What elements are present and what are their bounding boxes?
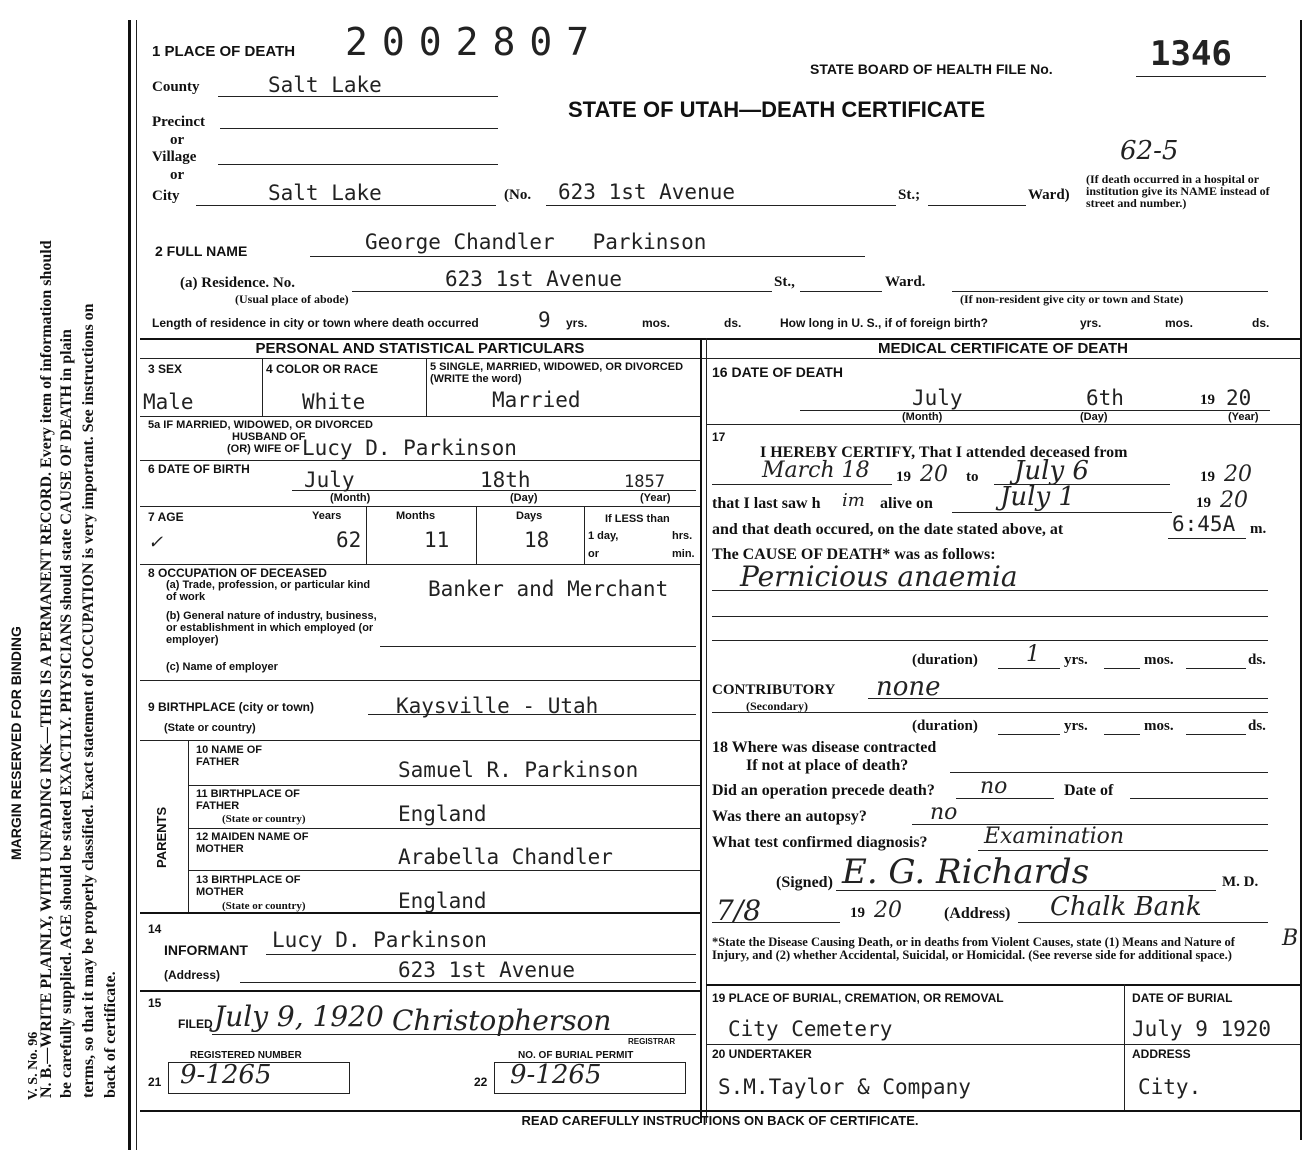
test-value: Examination: [984, 824, 1125, 849]
sex-value: Male: [143, 390, 194, 414]
autopsy-value: no: [930, 800, 958, 825]
dob-month-label: (Month): [330, 492, 371, 504]
duration2-ds-underline: [1186, 734, 1246, 735]
color-marital-divider: [426, 358, 427, 416]
contributory-underline-2: [712, 712, 1268, 713]
duration-label: (duration): [912, 652, 978, 668]
residence-st-label: St.,: [774, 274, 795, 290]
registered-number-prefix: 21: [148, 1075, 162, 1089]
contracted-underline: [950, 772, 1268, 773]
contracted-label: 18 Where was disease contracted: [712, 739, 937, 756]
attend-to-label: to: [966, 469, 979, 485]
burial-permit-value: 9-1265: [510, 1060, 602, 1090]
duration2-mos-label: mos.: [1144, 718, 1174, 734]
registrar-signature: Christopherson: [392, 1004, 612, 1037]
precinct-label: Precinct: [152, 114, 206, 130]
hrs-label: hrs.: [672, 530, 693, 542]
physician-address-label: (Address): [944, 905, 1011, 922]
last-saw-text: that I last saw h: [712, 495, 821, 512]
date-of-death-year: 20: [1226, 386, 1252, 410]
personal-section-header: PERSONAL AND STATISTICAL PARTICULARS: [255, 340, 585, 357]
date-of-death-label: 16 DATE OF DEATH: [712, 364, 843, 380]
file-no-label: STATE BOARD OF HEALTH FILE No.: [810, 61, 1053, 77]
registered-number-label: REGISTERED NUMBER: [190, 1050, 302, 1061]
center-divider-inner: [706, 338, 707, 1123]
file-number: 1346: [1150, 34, 1232, 74]
dob-day-label: (Day): [510, 492, 538, 504]
place-of-death-label: 1 PLACE OF DEATH: [152, 43, 296, 60]
residence-ward-label: Ward.: [885, 274, 926, 290]
burial-divider: [1124, 984, 1125, 1112]
certify-text: I HEREBY CERTIFY, That I attended deceased from: [760, 444, 1128, 461]
sex-label: 3 SEX: [148, 362, 183, 376]
autopsy-label: Was there an autopsy?: [712, 808, 867, 825]
father-birthplace-value: England: [398, 802, 487, 826]
margin-reserved: MARGIN RESERVED FOR BINDING: [8, 626, 24, 860]
contracted-sub-label: If not at place of death?: [746, 757, 909, 774]
color-value: White: [302, 390, 366, 414]
certificate-title: STATE OF UTAH—DEATH CERTIFICATE: [568, 97, 986, 122]
length-years-value: 9: [538, 308, 551, 332]
attend-from-year: 20: [920, 462, 948, 487]
one-day-label: 1 day,: [588, 530, 619, 542]
street-value: 623 1st Avenue: [558, 180, 736, 204]
medical-row-rule-1: [706, 424, 1300, 425]
street-underline: [546, 205, 896, 206]
attend-from-value: March 18: [762, 458, 870, 483]
vs-number: V. S. No. 96: [26, 1031, 41, 1100]
informant-number: 14: [148, 922, 162, 936]
father-name-value: Samuel R. Parkinson: [398, 758, 639, 782]
date-of-death-year-prefix: 19: [1200, 392, 1215, 408]
father-birthplace-sub: (State or country): [222, 813, 306, 825]
last-saw-underline: [952, 512, 1172, 513]
father-birthplace-label: 11 BIRTHPLACE OF FATHER: [196, 788, 300, 812]
age-divider-3: [584, 506, 585, 564]
duration2-label: (duration): [912, 718, 978, 734]
informant-value: Lucy D. Parkinson: [272, 928, 487, 952]
duration-mos-label: mos.: [1144, 652, 1174, 668]
margin-instruction-1: N. B.—WRITE PLAINLY, WITH UNFADING INK—THIS IS A PERMANENT RECORD. Every item of information should: [38, 240, 55, 1098]
ward-label: Ward): [1028, 187, 1070, 203]
or-label-2: or: [170, 167, 185, 183]
duration2-underline: [998, 734, 1060, 735]
ward-underline: [928, 205, 1026, 206]
occupation-b-label: (b) General nature of industry, business, or establishment in which employed (or employer): [166, 610, 377, 646]
birthplace-label: 9 BIRTHPLACE (city or town): [148, 700, 315, 714]
duration-ds-label: ds.: [1248, 652, 1266, 668]
duration-yrs-label: yrs.: [1064, 652, 1088, 668]
filed-date-handwritten: July 9, 1920: [214, 1000, 384, 1033]
row-rule-10: [140, 912, 700, 914]
full-name-value: George Chandler Parkinson: [365, 230, 707, 254]
mother-birthplace-sub: (State or country): [222, 900, 306, 912]
secondary-label: (Secondary): [746, 699, 808, 713]
burial-date-value: July 9 1920: [1132, 1017, 1272, 1041]
marital-label: 5 SINGLE, MARRIED, WIDOWED, OR DIVORCED (WRITE the word): [430, 361, 684, 385]
attend-from-underline: [712, 484, 892, 485]
county-value: Salt Lake: [268, 73, 382, 97]
duration2-yrs-label: yrs.: [1064, 718, 1088, 734]
county-label: County: [152, 79, 200, 95]
precinct-underline: [220, 128, 498, 129]
dob-label: 6 DATE OF BIRTH: [148, 462, 250, 476]
mother-name-value: Arabella Chandler: [398, 845, 613, 869]
cause-of-death-label: The CAUSE OF DEATH* was as follows:: [712, 546, 996, 563]
occupation-b-underline: [380, 646, 696, 647]
signed-year: 20: [874, 898, 902, 923]
length-mos-label: mos.: [642, 316, 671, 330]
last-saw-him: im: [842, 490, 865, 511]
registrar-label: REGISTRAR: [628, 1037, 676, 1046]
undertaker-address-value: City.: [1138, 1075, 1202, 1099]
filed-label: FILED: [178, 1017, 213, 1031]
foreign-yrs-label: yrs.: [1080, 316, 1102, 330]
operation-label: Did an operation precede death?: [712, 782, 935, 799]
row-rule-6: [140, 740, 700, 741]
registered-number-value: 9-1265: [180, 1060, 272, 1090]
margin-instruction-4: back of certificate.: [102, 971, 119, 1098]
attend-to-year: 20: [1224, 462, 1252, 487]
date-of-death-day-label: (Day): [1080, 411, 1108, 423]
age-months-value: 11: [424, 528, 450, 552]
marital-value: Married: [492, 388, 581, 412]
date-of-death-year-label: (Year): [1228, 411, 1259, 423]
burial-date-label: DATE OF BURIAL: [1132, 991, 1233, 1005]
less-than-label: If LESS than: [605, 513, 670, 525]
spouse-label-2: HUSBAND OF: [232, 431, 306, 443]
undertaker-label: 20 UNDERTAKER: [712, 1047, 812, 1061]
signed-date-value: 7/8: [716, 894, 762, 927]
center-divider: [700, 338, 702, 1123]
row-rule-2: [140, 460, 700, 461]
last-saw-year: 20: [1220, 488, 1248, 513]
operation-value: no: [980, 774, 1008, 799]
physician-address-value: Chalk Bank: [1050, 892, 1202, 922]
dob-year: 1857: [624, 472, 665, 492]
village-underline: [218, 164, 498, 165]
signed-label: (Signed): [776, 874, 833, 891]
certificate-stamp-number: 2002807: [345, 20, 604, 64]
usual-abode-label: (Usual place of abode): [235, 292, 349, 306]
duration2-mos-underline: [1104, 734, 1140, 735]
residence-underline: [352, 291, 772, 292]
medical-row-rule-2: [706, 984, 1300, 986]
section-header-rule: [140, 358, 1300, 359]
spouse-label-3: (OR) WIFE OF: [227, 443, 300, 455]
row-rule-11: [140, 990, 700, 992]
row-rule-4: [140, 564, 700, 565]
row-rule-7: [188, 785, 700, 786]
operation-date-underline: [1130, 798, 1268, 799]
filed-number: 15: [148, 996, 162, 1010]
informant-label: INFORMANT: [164, 942, 248, 958]
duration-mos-underline: [1104, 668, 1140, 669]
spouse-value: Lucy D. Parkinson: [302, 436, 517, 460]
occupation-c-label: (c) Name of employer: [166, 661, 278, 673]
physician-signature: E. G. Richards: [842, 852, 1090, 892]
age-divider-2: [476, 506, 477, 564]
residence-label: (a) Residence. No.: [180, 275, 295, 291]
length-yrs-label: yrs.: [566, 316, 588, 330]
min-label: min.: [672, 548, 695, 560]
cause-footnote: *State the Disease Causing Death, or in deaths from Violent Causes, state (1) Means and Nature of Injury, and (2) whether Accidental, Suicidal, or Homicidal. (See reverse side for additional space.): [712, 935, 1235, 962]
row-rule-3: [140, 506, 700, 507]
cause-underline-2: [712, 616, 1268, 617]
age-days-label: Days: [516, 510, 543, 522]
death-time-underline: [1168, 538, 1246, 539]
attend-from-nineteen: 19: [896, 469, 911, 485]
death-occurred-text: and that death occured, on the date stated above, at: [712, 521, 1064, 538]
burial-permit-label: NO. OF BURIAL PERMIT: [518, 1050, 634, 1061]
city-value: Salt Lake: [268, 181, 382, 205]
father-name-label: 10 NAME OF FATHER: [196, 744, 263, 768]
or-min-label: or: [588, 548, 599, 560]
dob-year-label: (Year): [640, 492, 671, 504]
spouse-label-1: 5a IF MARRIED, WIDOWED, OR DIVORCED: [148, 419, 373, 431]
duration-ds-underline: [1186, 668, 1246, 669]
duration-value: 1: [1026, 642, 1040, 667]
full-name-underline: [310, 256, 865, 257]
md-label: M. D.: [1222, 874, 1259, 890]
institution-note: (If death occurred in a hospital or institution give its NAME instead of street and number.): [1086, 172, 1270, 210]
sex-color-divider: [262, 358, 263, 416]
color-label: 4 COLOR OR RACE: [266, 362, 379, 376]
medical-section-header: MEDICAL CERTIFICATE OF DEATH: [878, 340, 1128, 357]
street-st-label: St.;: [898, 187, 921, 203]
date-of-death-day: 6th: [1086, 386, 1124, 410]
duration2-ds-label: ds.: [1248, 718, 1266, 734]
or-label-1: or: [170, 132, 185, 148]
row-rule-5: [140, 680, 700, 681]
birthplace-value: Kaysville - Utah: [396, 694, 599, 718]
birthplace-sub-label: (State or country): [164, 722, 256, 734]
ward-note-number: 62-5: [1120, 136, 1179, 166]
last-saw-value: July 1: [1000, 482, 1075, 512]
informant-address-underline: [240, 982, 696, 983]
mother-name-label: 12 MAIDEN NAME OF MOTHER: [196, 831, 309, 855]
undertaker-value: S.M.Taylor & Company: [718, 1075, 971, 1099]
full-name-label: 2 FULL NAME: [155, 243, 248, 259]
operation-date-label: Date of: [1064, 782, 1114, 799]
corner-mark: B: [1282, 926, 1299, 951]
occupation-value: Banker and Merchant: [428, 577, 669, 601]
burial-permit-prefix: 22: [474, 1075, 488, 1089]
age-years-label: Years: [312, 510, 342, 522]
date-of-death-month: July: [912, 386, 963, 410]
parents-label: PARENTS: [154, 806, 169, 868]
duration-underline: [998, 668, 1060, 669]
attend-to-value: July 6: [1014, 456, 1089, 486]
age-days-value: 18: [524, 528, 550, 552]
city-underline: [196, 205, 496, 206]
cause-underline-3: [712, 640, 1268, 641]
alive-on-label: alive on: [880, 495, 933, 512]
bottom-rule: [140, 1110, 1300, 1112]
last-saw-nineteen: 19: [1196, 495, 1211, 511]
mother-birthplace-value: England: [398, 889, 487, 913]
dob-month: July: [304, 468, 355, 492]
age-years-value: 62: [336, 528, 362, 552]
test-label: What test confirmed diagnosis?: [712, 834, 928, 851]
dob-day: 18th: [480, 468, 531, 492]
foreign-birth-label: How long in U. S., if of foreign birth?: [780, 316, 988, 330]
length-ds-label: ds.: [724, 316, 742, 330]
undertaker-address-label: ADDRESS: [1132, 1047, 1191, 1061]
row-rule-8: [188, 828, 700, 829]
burial-place-value: City Cemetery: [728, 1017, 893, 1041]
parents-divider: [188, 740, 189, 912]
death-time-m-label: m.: [1250, 521, 1267, 537]
residence-ward-underline: [800, 291, 882, 292]
cause-of-death-value: Pernicious anaemia: [740, 560, 1018, 593]
nonresident-label: (If non-resident give city or town and State): [960, 292, 1184, 306]
village-label: Village: [152, 149, 197, 165]
street-no-label: (No.: [504, 187, 532, 203]
mother-birthplace-label: 13 BIRTHPLACE OF MOTHER: [196, 874, 301, 898]
contributory-value: none: [876, 672, 941, 702]
residence-value: 623 1st Avenue: [445, 267, 623, 291]
burial-place-label: 19 PLACE OF BURIAL, CREMATION, OR REMOVAL: [712, 991, 1004, 1005]
foreign-mos-label: mos.: [1165, 316, 1194, 330]
foreign-ds-label: ds.: [1252, 316, 1270, 330]
physician-address-underline: [1018, 922, 1268, 923]
death-time-value: 6:45A: [1172, 512, 1236, 536]
informant-address-value: 623 1st Avenue: [398, 958, 576, 982]
test-underline: [978, 850, 1268, 851]
city-label: City: [152, 188, 180, 204]
file-no-underline: [1136, 76, 1266, 77]
contributory-label: CONTRIBUTORY: [712, 682, 836, 698]
attend-to-nineteen: 19: [1200, 469, 1215, 485]
row-rule-1: [140, 416, 700, 417]
row-rule-9: [188, 870, 700, 871]
date-of-death-month-label: (Month): [902, 411, 943, 423]
age-divider-1: [366, 506, 367, 564]
occupation-a-label: (a) Trade, profession, or particular kind of work: [166, 579, 371, 603]
informant-underline: [266, 954, 696, 955]
occupation-label: 8 OCCUPATION OF DECEASED: [148, 566, 327, 580]
age-label: 7 AGE: [148, 510, 184, 524]
length-residence-label: Length of residence in city or town where death occurred: [152, 316, 479, 330]
informant-address-label: (Address): [164, 968, 221, 982]
right-border: [1300, 20, 1302, 1140]
left-binding-rule-inner: [136, 20, 137, 1150]
margin-instruction-3: terms, so that it may be properly classified. Exact statement of OCCUPATION is very important. See instructions on: [80, 303, 97, 1098]
age-mark: ✓: [148, 532, 164, 553]
certify-number: 17: [712, 430, 726, 444]
left-binding-rule: [128, 20, 131, 1150]
instructions-footer: READ CAREFULLY INSTRUCTIONS ON BACK OF CERTIFICATE.: [521, 1113, 919, 1128]
margin-instruction-2: be carefully supplied. AGE should be stated EXACTLY. PHYSICIANS should state CAUSE OF DEATH in plain: [58, 329, 75, 1098]
date-of-death-underline: [800, 410, 1270, 411]
signed-nineteen: 19: [850, 905, 865, 921]
age-months-label: Months: [396, 510, 436, 522]
burial-row-rule: [706, 1044, 1300, 1045]
